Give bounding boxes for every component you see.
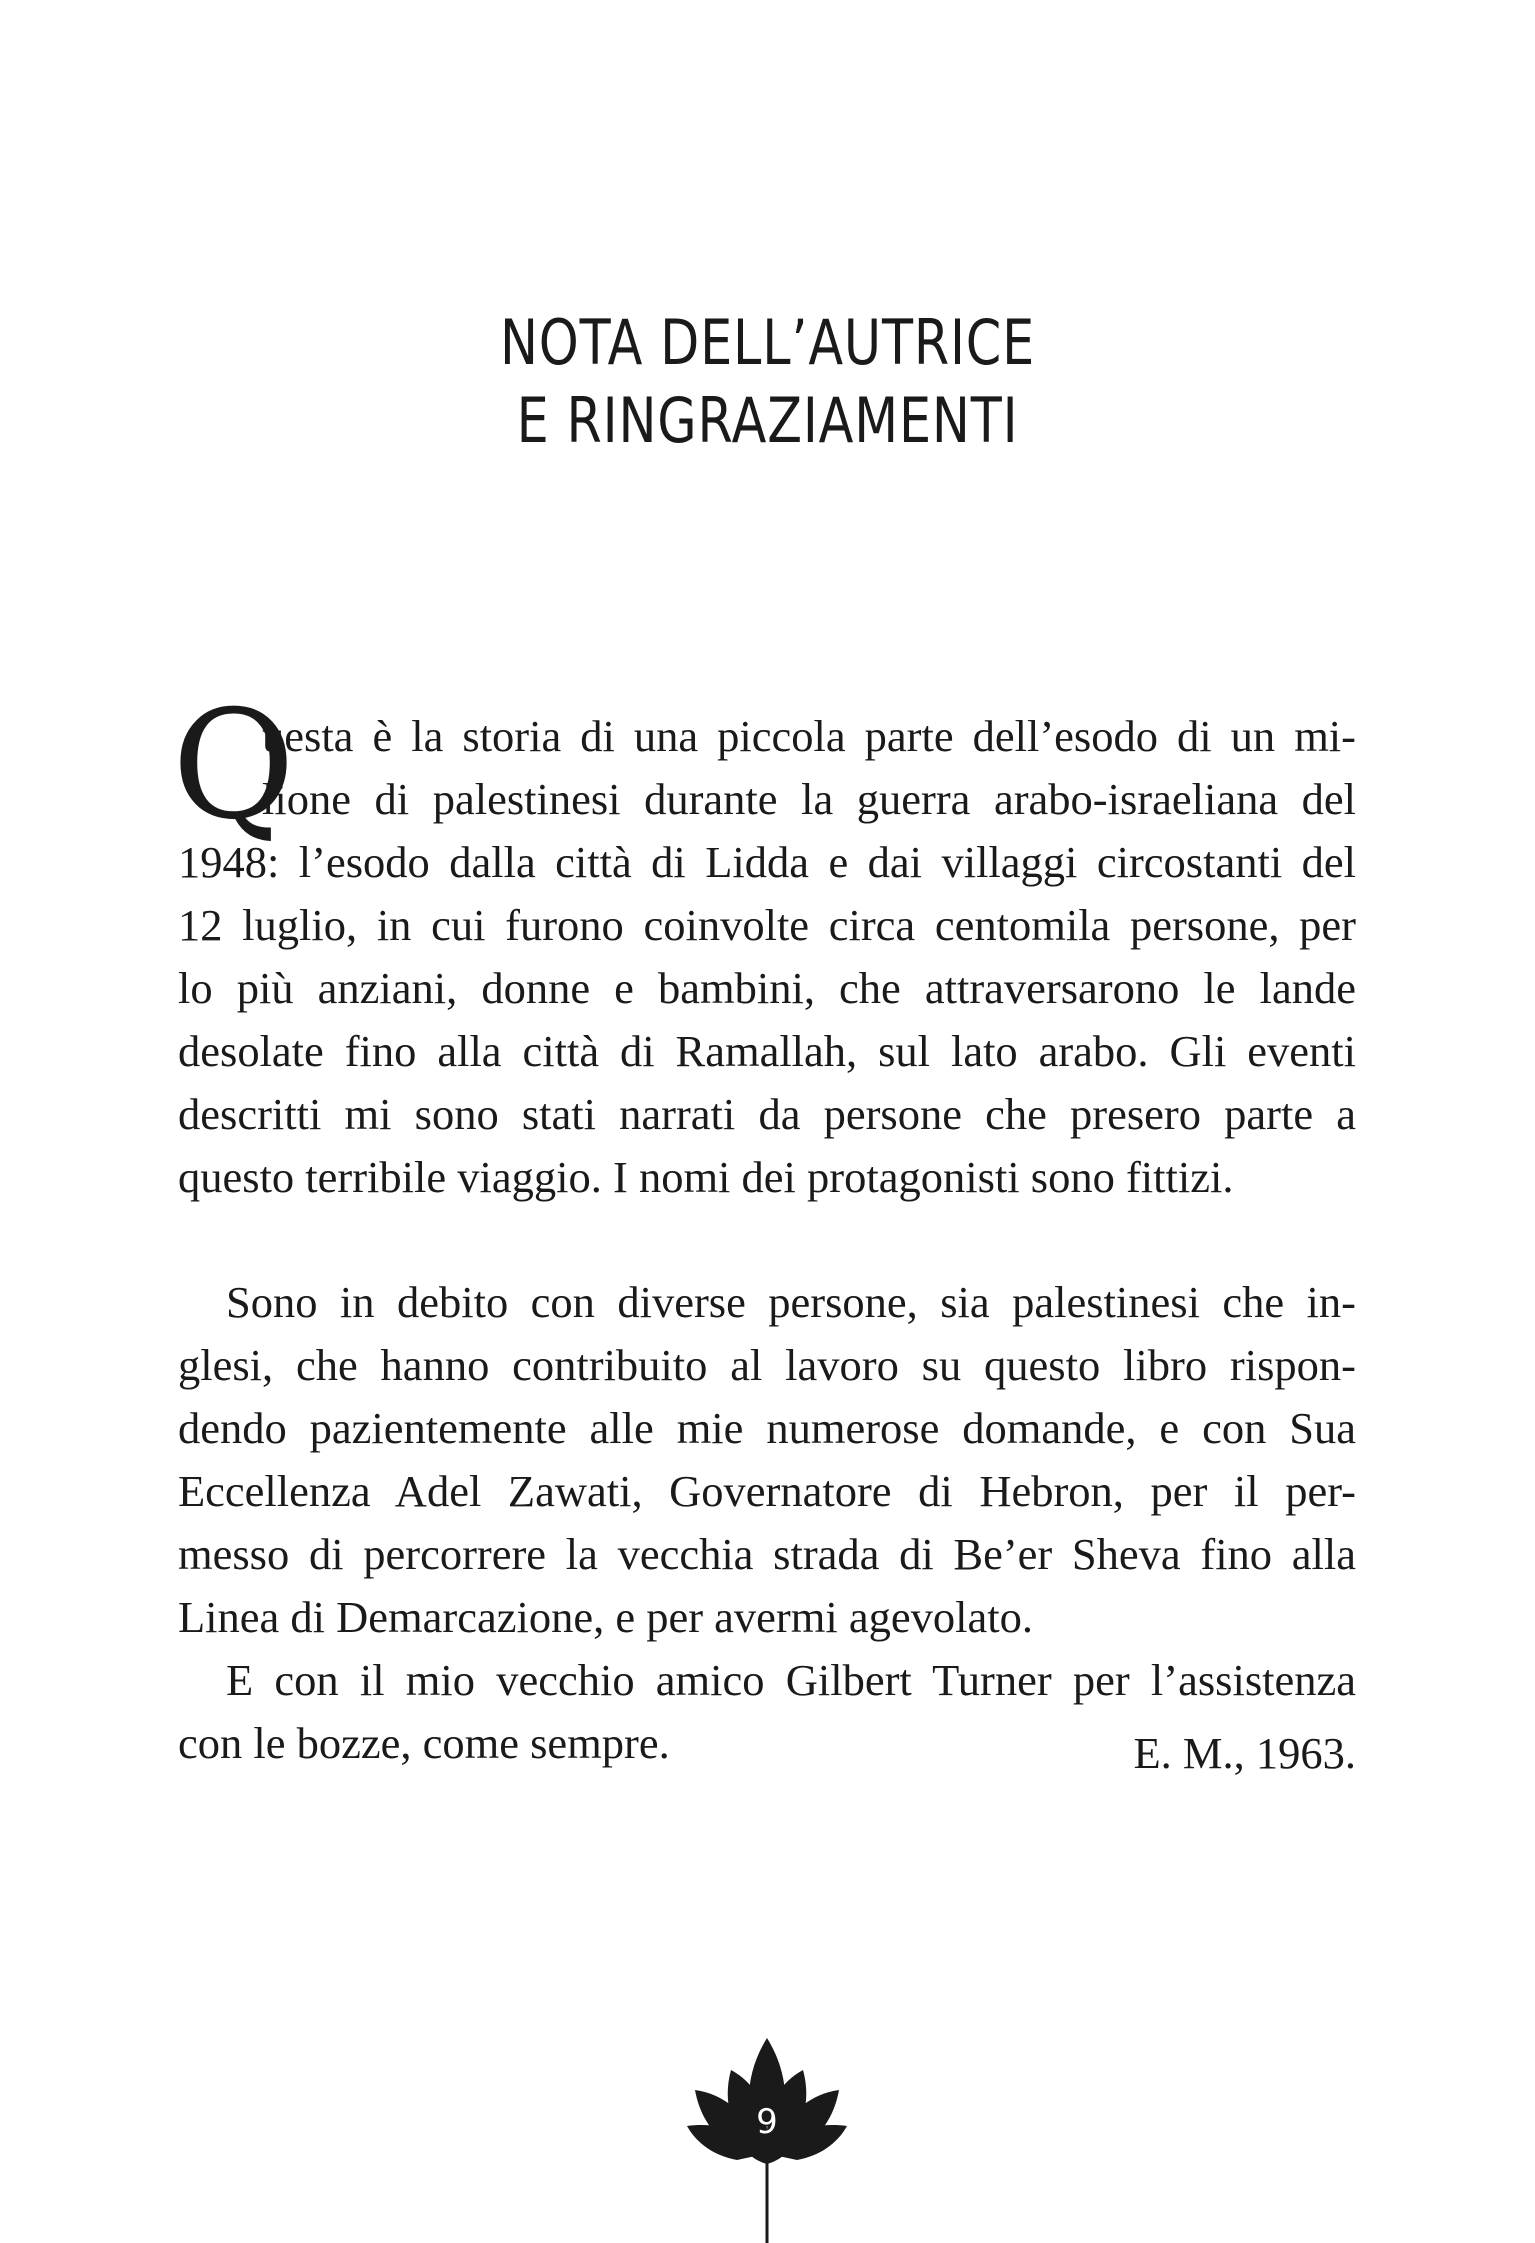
text-line: lione di palestinesi durante la guerra arabo-israeliana del — [262, 774, 1356, 824]
page-number: 9 — [756, 2102, 778, 2142]
signature: E. M., 1963. — [1133, 1728, 1356, 1778]
title-line-2: E RINGRAZIAMENTI — [516, 383, 1019, 457]
text-line: questo terribile viaggio. I nomi dei protagonisti sono fittizi. — [178, 1152, 1234, 1202]
text-line: Eccellenza Adel Zawati, Governatore di Hebron, per il per- — [178, 1466, 1356, 1516]
text-line: Linea di Demarcazione, e per avermi agevolato. — [178, 1592, 1033, 1642]
text-line: dendo pazientemente alle mie numerose domande, e con Sua — [178, 1403, 1356, 1453]
paragraph-2 — [178, 1271, 1356, 1649]
drop-cap: Q — [172, 679, 295, 853]
text-line: descritti mi sono stati narrati da persone che presero parte a — [178, 1089, 1356, 1139]
folio — [687, 2030, 847, 2243]
title-line-1: NOTA DELL’AUTRICE — [499, 305, 1036, 379]
text-line: lo più anziani, donne e bambini, che attraversarono le lande — [178, 963, 1356, 1013]
text-line: glesi, che hanno contribuito al lavoro su questo libro rispon- — [178, 1340, 1356, 1390]
drop-cap-box — [172, 679, 295, 853]
text-line: E con il mio vecchio amico Gilbert Turner per l’assistenza — [226, 1655, 1356, 1705]
text-line: 1948: l’esodo dalla città di Lidda e dai villaggi circostanti del — [178, 837, 1356, 887]
paragraph-spacer — [178, 1209, 1356, 1271]
text-line: uesta è la storia di una piccola parte dell’esodo di un mi- — [262, 711, 1356, 761]
text-line: con le bozze, come sempre. — [178, 1718, 670, 1768]
paragraph-1 — [172, 679, 1356, 1209]
text-line: 12 luglio, in cui furono coinvolte circa centomila persone, per — [178, 900, 1356, 950]
page-title — [138, 304, 1397, 460]
text-line: messo di percorrere la vecchia strada di Be’er Sheva fino alla — [178, 1529, 1356, 1579]
text-line: desolate fino alla città di Ramallah, sul lato arabo. Gli eventi — [178, 1026, 1356, 1076]
text-line: Sono in debito con diverse persone, sia palestinesi che in- — [226, 1277, 1356, 1327]
body-text — [172, 679, 1356, 1775]
